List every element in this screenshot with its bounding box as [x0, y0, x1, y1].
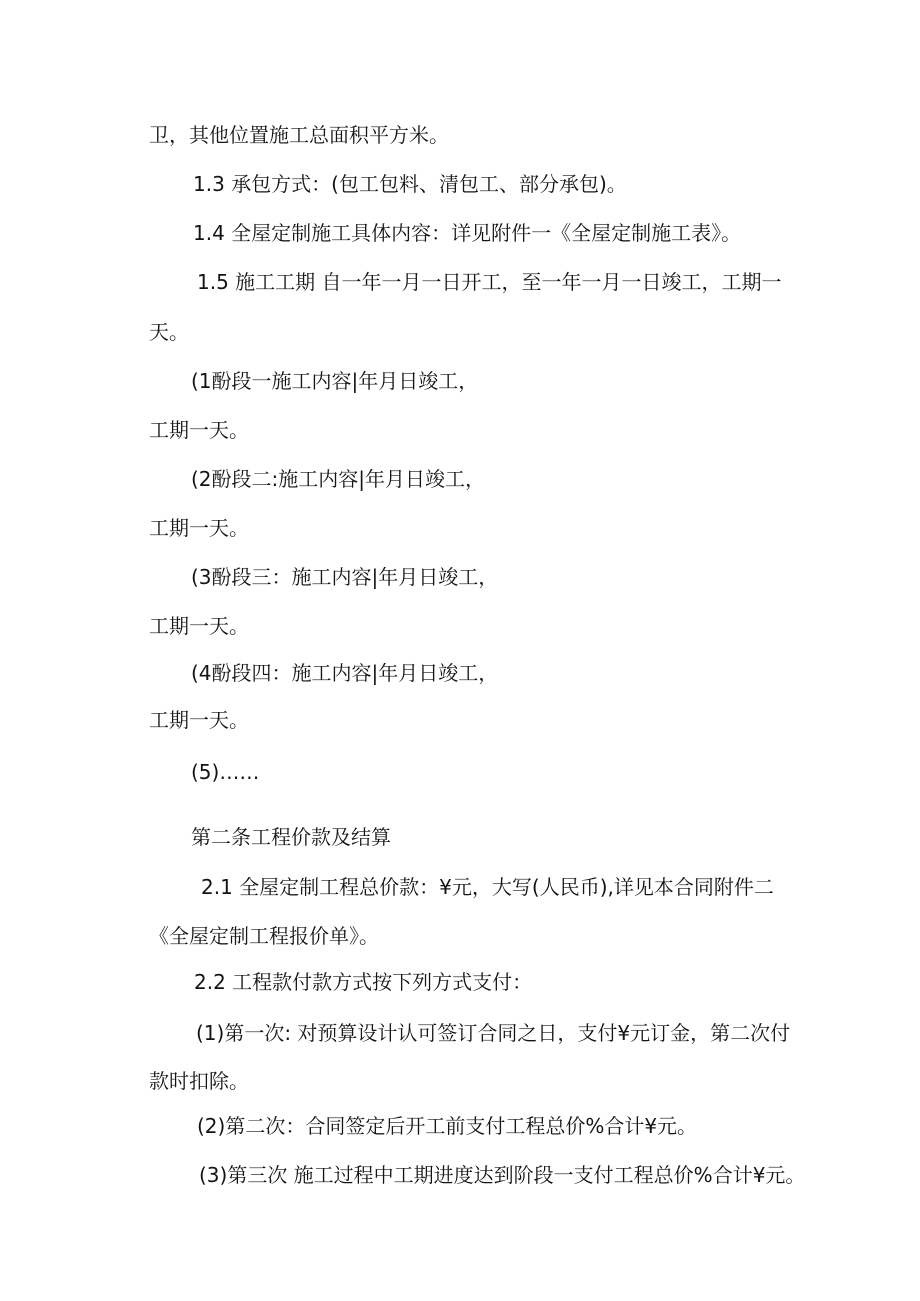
phase-1: (1酚段一施工内容|年月日竣工， — [191, 369, 479, 393]
phase-2: (2酚段二:施工内容|年月日竣工， — [191, 467, 486, 491]
phase-3-duration: 工期一天。 — [149, 614, 249, 638]
phase-1-duration: 工期一天。 — [149, 418, 249, 442]
payment-1-cont: 款时扣除。 — [149, 1069, 249, 1093]
clause-1-5: 1.5 施工工期 自一年一月一日开工，至一年一月一日竣工，工期一 — [197, 270, 782, 294]
phase-3: (3酚段三：施工内容|年月日竣工， — [191, 565, 499, 589]
phase-2-duration: 工期一天。 — [149, 516, 249, 540]
phase-4-duration: 工期一天。 — [149, 708, 249, 732]
clause-2-2: 2.2 工程款付款方式按下列方式支付： — [194, 970, 533, 994]
text-line-1: 卫，其他位置施工总面积平方米。 — [149, 123, 449, 147]
payment-2: (2)第二次：合同签定后开工前支付工程总价%合计¥元。 — [197, 1114, 698, 1138]
article-2-heading: 第二条工程价款及结算 — [191, 825, 391, 849]
clause-2-1: 2.1 全屋定制工程总价款：¥元，大写(人民币),详见本合同附件二 — [201, 875, 774, 899]
payment-3: (3)第三次 施工过程中工期进度达到阶段一支付工程总价%合计¥元。 — [199, 1163, 806, 1187]
clause-2-1-cont: 《全屋定制工程报价单》。 — [149, 924, 379, 948]
clause-1-3: 1.3 承包方式：(包工包料、清包工、部分承包)。 — [193, 172, 627, 196]
clause-1-4: 1.4 全屋定制施工具体内容：详见附件一《全屋定制施工表》。 — [193, 221, 742, 245]
payment-1: (1)第一次: 对预算设计认可签订合同之日，支付¥元订金，第二次付 — [196, 1021, 791, 1045]
clause-1-5-cont: 天。 — [149, 320, 189, 344]
phase-4: (4酚段四：施工内容|年月日竣工， — [191, 661, 499, 685]
phase-5: (5)…… — [191, 760, 260, 784]
